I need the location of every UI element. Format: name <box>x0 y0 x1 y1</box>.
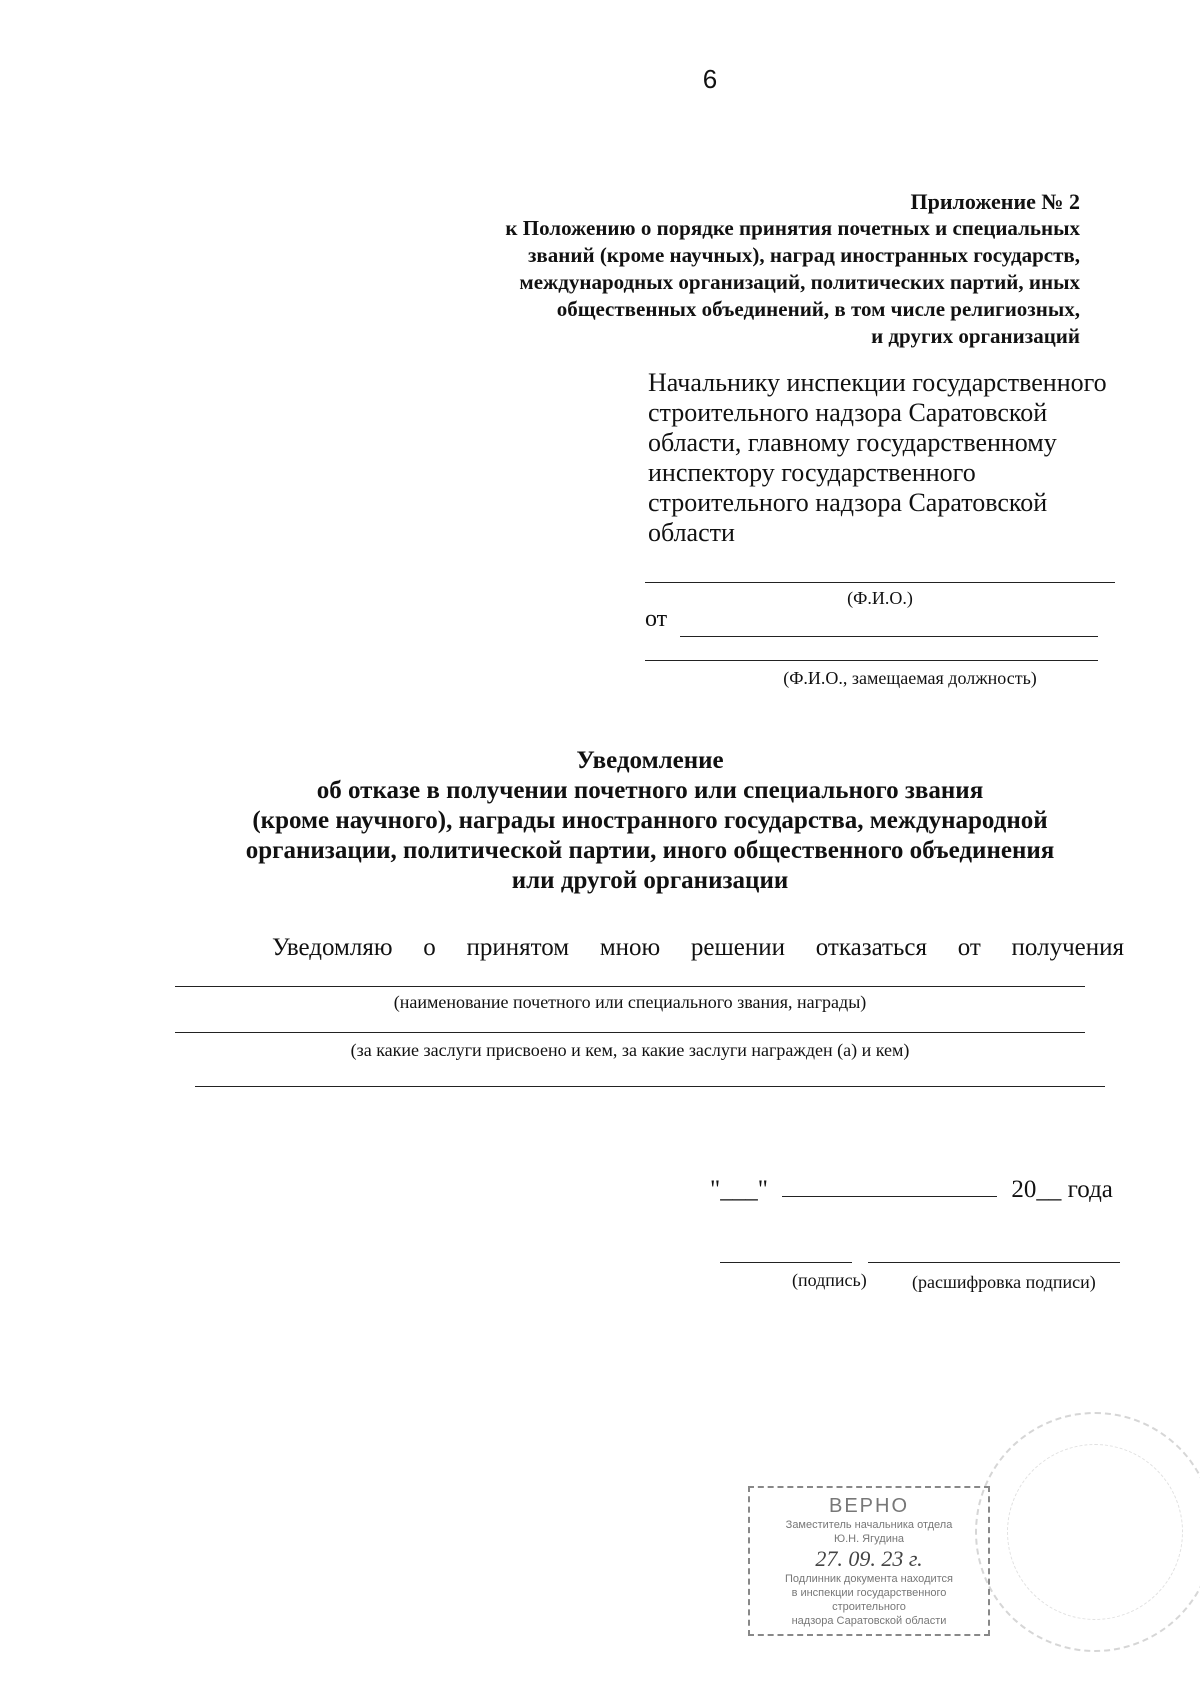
date-year: 20__ <box>1011 1176 1062 1203</box>
stamp-line: надзора Саратовской области <box>791 1615 947 1627</box>
stamp-line: Заместитель начальника отдела <box>785 1519 953 1531</box>
stamp-line: в инспекции государственного строительного <box>791 1587 947 1613</box>
document-heading <box>0 746 1200 896</box>
extra-line <box>195 1086 1105 1087</box>
appendix-block <box>360 188 1080 350</box>
addressee-block <box>648 368 1168 548</box>
addressee-fio-line <box>645 582 1115 583</box>
appendix-line: званий (кроме научных), наград иностранных государств, <box>527 243 1080 267</box>
appendix-line: общественных объединений, в том числе религиозных, <box>556 297 1080 321</box>
appendix-title: Приложение № 2 <box>910 189 1080 214</box>
page-number: 6 <box>702 64 718 94</box>
date-row <box>710 1176 1113 1204</box>
from-fio-line <box>680 636 1098 637</box>
from-label: от <box>645 606 668 632</box>
addressee-line: строительного надзора Саратовской <box>648 488 1048 517</box>
heading-line: об отказе в получении почетного или специального звания <box>316 777 984 804</box>
fio-caption: (Ф.И.О.) <box>847 588 913 608</box>
stamp-title: ВЕРНО <box>828 1495 910 1517</box>
signature-line <box>720 1262 852 1263</box>
addressee-line: строительного надзора Саратовской <box>648 398 1048 427</box>
heading-line: (кроме научного), награды иностранного государства, международной <box>252 807 1048 834</box>
addressee-line: Начальнику инспекции государственного <box>648 368 1107 397</box>
date-year-word: года <box>1067 1176 1113 1203</box>
notification-text: Уведомляю о принятом мною решении отказаться от получения <box>272 934 1124 961</box>
award-caption: (наименование почетного или специального звания, награды) <box>393 992 867 1012</box>
award-name-line <box>175 986 1085 987</box>
heading-line: или другой организации <box>511 867 789 894</box>
verification-stamp <box>748 1486 990 1636</box>
addressee-line: инспектору государственного <box>648 458 976 487</box>
stamp-handwritten-date: 27. 09. 23 г. <box>815 1546 923 1571</box>
heading-line: организации, политической партии, иного общественного объединения <box>245 837 1055 864</box>
addressee-line: области, главному государственному <box>648 428 1057 457</box>
merits-line <box>175 1032 1085 1033</box>
from-position-line <box>645 660 1098 661</box>
addressee-line: области <box>648 518 735 547</box>
appendix-line: международных организаций, политических партий, иных <box>519 270 1080 294</box>
heading-title: Уведомление <box>576 747 724 774</box>
date-day: "___" <box>710 1176 768 1203</box>
merits-caption: (за какие заслуги присвоено и кем, за какие заслуги награжден (а) и кем) <box>350 1040 910 1060</box>
stamp-line: Подлинник документа находится <box>785 1573 953 1585</box>
appendix-line: и других организаций <box>871 324 1080 348</box>
date-month-line <box>782 1196 997 1197</box>
fio-position-caption: (Ф.И.О., замещаемая должность) <box>783 668 1037 688</box>
signature-caption: (подпись) <box>792 1270 867 1290</box>
appendix-line: к Положению о порядке принятия почетных и специальных <box>505 216 1080 240</box>
round-seal <box>975 1412 1200 1652</box>
stamp-name: Ю.Н. Ягудина <box>833 1533 905 1545</box>
signature-decode-caption: (расшифровка подписи) <box>912 1272 1096 1292</box>
signature-decode-line <box>868 1262 1120 1263</box>
